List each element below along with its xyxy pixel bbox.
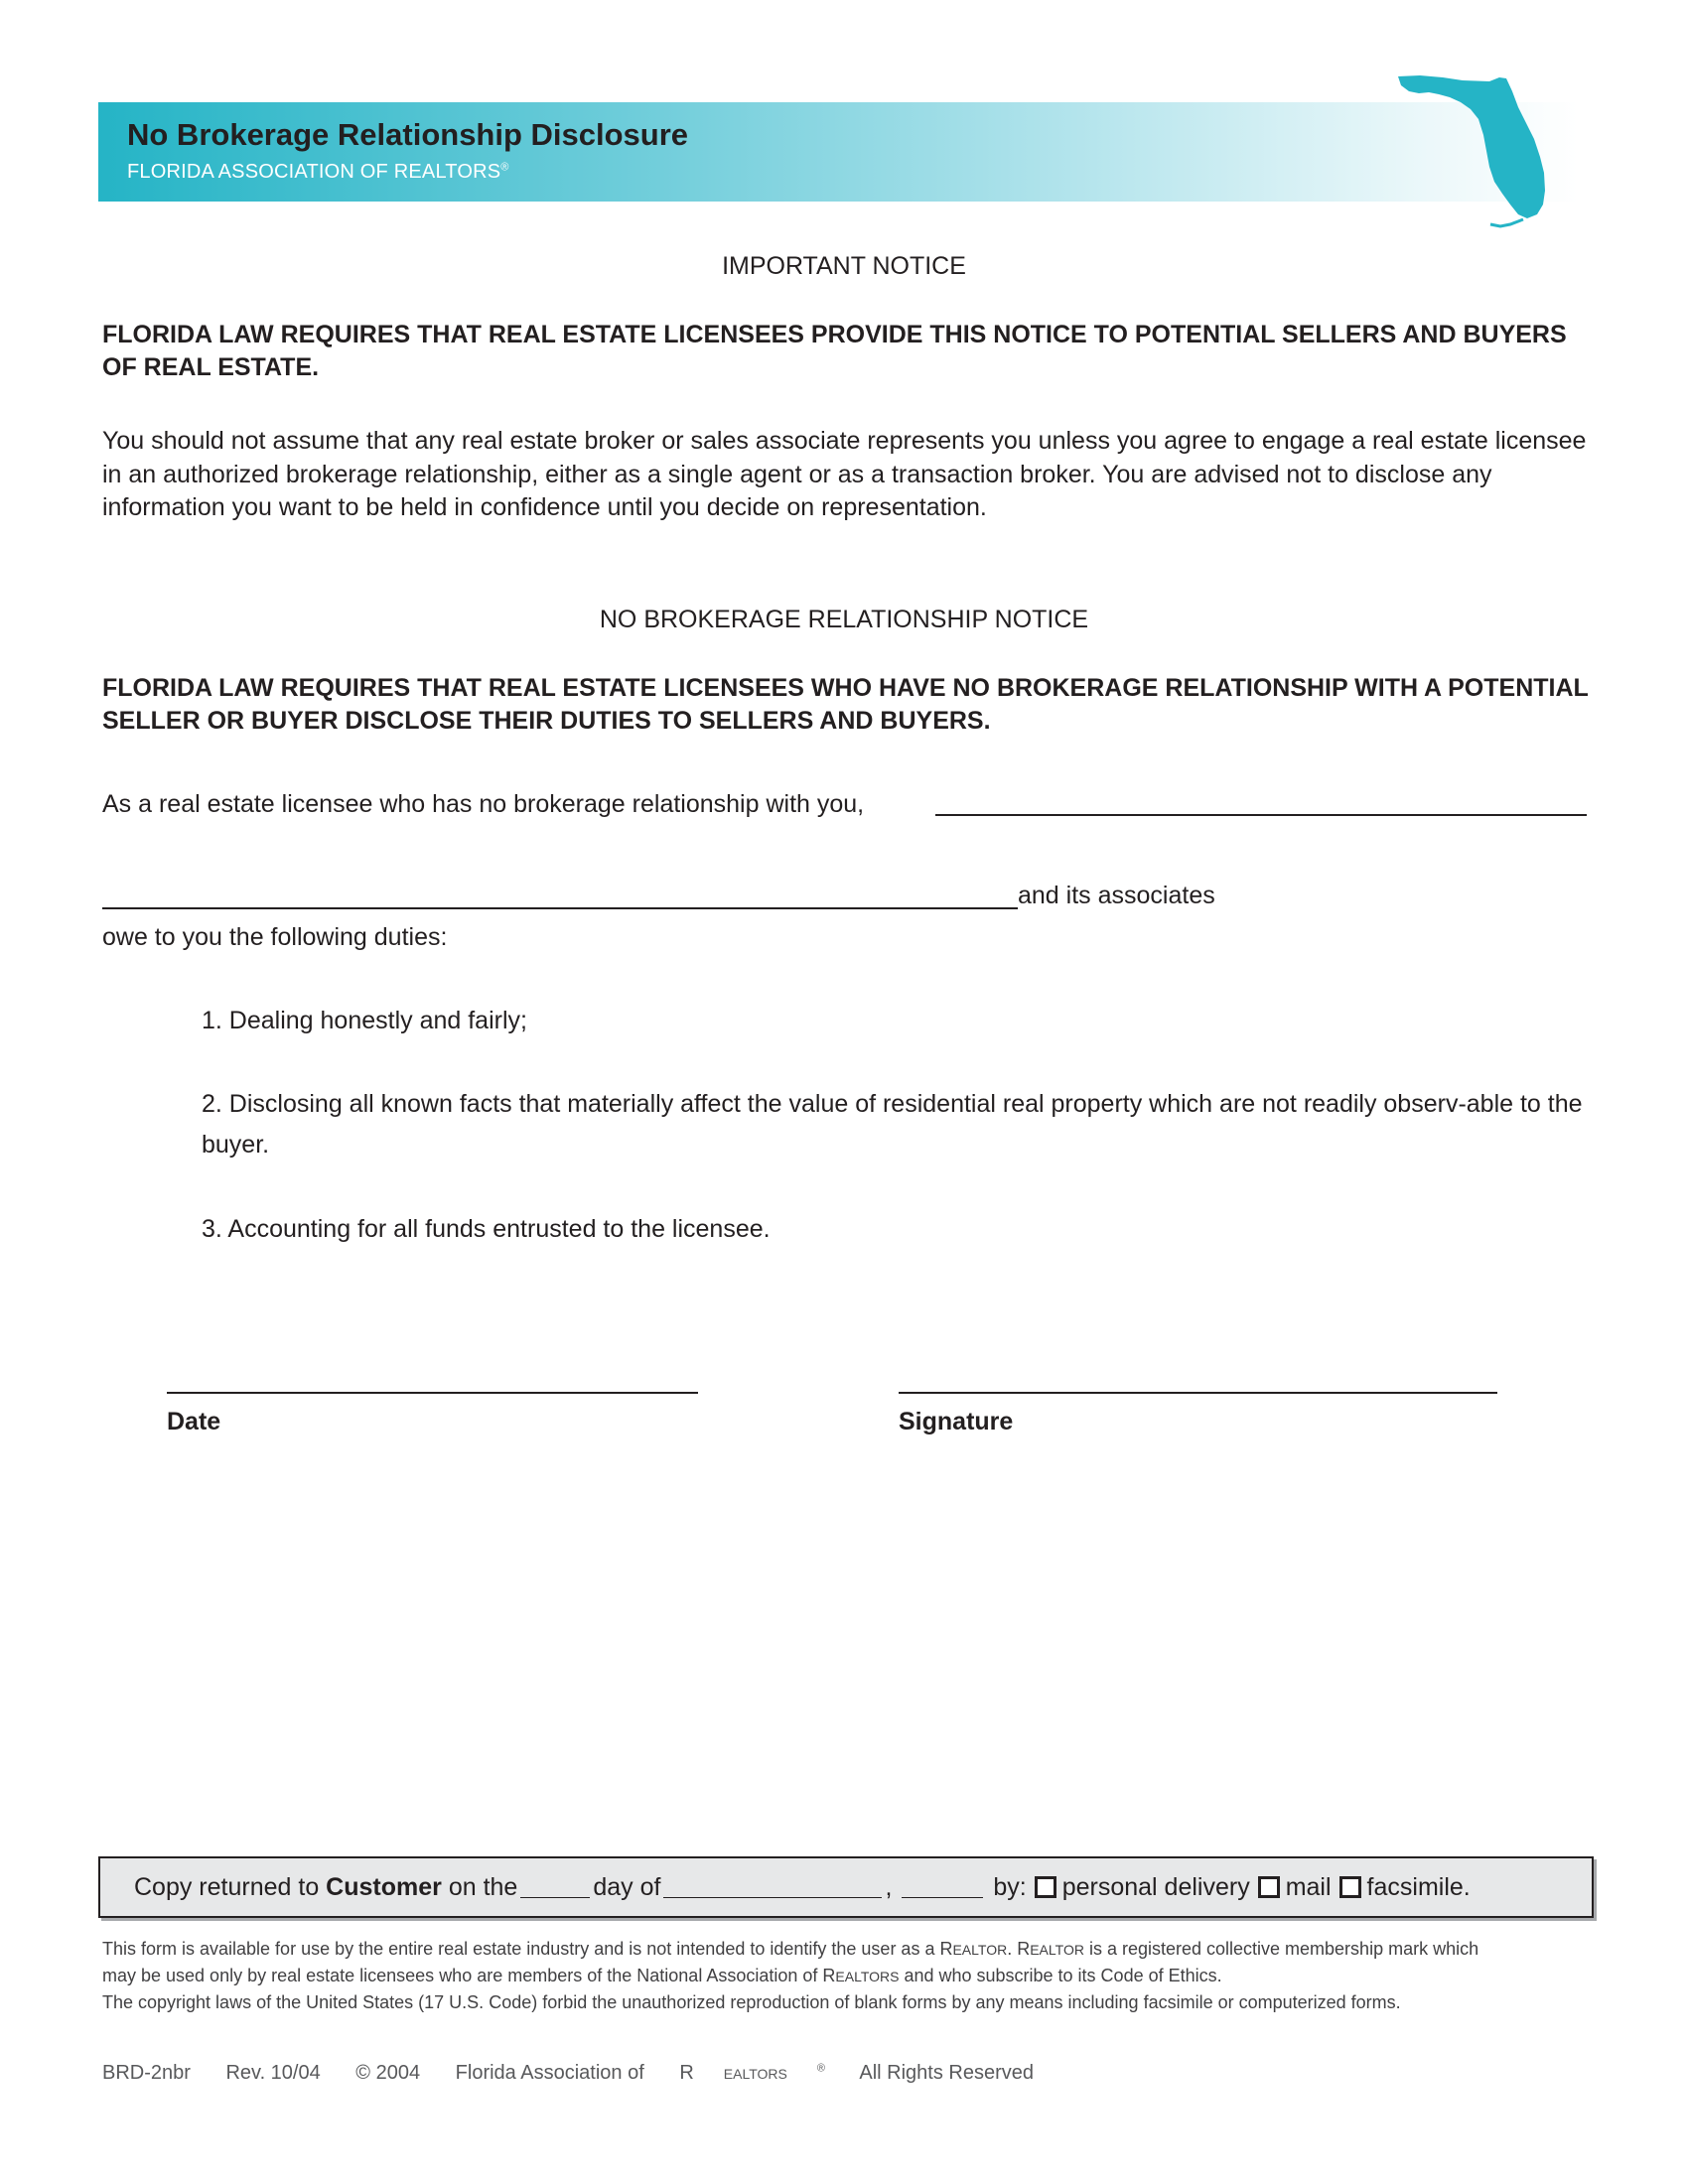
personal-delivery-checkbox[interactable] [1035, 1876, 1056, 1898]
copy-returned-row: Copy returned to Customer on the day of , by: personal delivery mail facsimile. [134, 1872, 1471, 1901]
signature-field[interactable] [899, 1392, 1497, 1394]
form-title: No Brokerage Relationship Disclosure [127, 117, 689, 152]
mail-checkbox[interactable] [1258, 1876, 1280, 1898]
date-label: Date [167, 1408, 221, 1435]
florida-map-icon [1395, 69, 1569, 238]
date-field[interactable] [167, 1392, 698, 1394]
duty-item: 2. Disclosing all known facts that materially affect the value of residential real property which are not readily observ-able to the buyer. [202, 1090, 1583, 1159]
footer-organization: Florida Association of R EALTORS ® [455, 2062, 825, 2084]
revision: Rev. 10/04 [225, 2062, 321, 2084]
facsimile-checkbox[interactable] [1339, 1876, 1361, 1898]
fine-print-line: may be used only by real estate licensees who are members of the National Association of REALTORS and who subscribe to its Code of Ethics. [102, 1966, 1222, 1985]
customer-label: Customer [326, 1872, 442, 1901]
associates-text: and its associates [1018, 882, 1215, 909]
important-notice-heading: IMPORTANT NOTICE [722, 252, 966, 280]
month-field[interactable] [663, 1877, 882, 1898]
form-id: BRD-2nbr [102, 2062, 191, 2084]
year-field[interactable] [902, 1877, 983, 1898]
day-field[interactable] [520, 1877, 590, 1898]
licensee-intro-text: As a real estate licensee who has no brokerage relationship with you, [102, 790, 865, 818]
no-brokerage-heading: NO BROKERAGE RELATIONSHIP NOTICE [599, 606, 1089, 633]
duty-item: 1. Dealing honestly and fairly; [202, 1007, 527, 1034]
signature-label: Signature [899, 1408, 1014, 1435]
fine-print [102, 1936, 1612, 2015]
representation-paragraph: You should not assume that any real estate broker or sales associate represents you unless you agree to engage a real estate licensee in an authorized brokerage relationship, either as a single agent or as a transaction broker. You are advised not to disclose any information you want to be held in confidence until you decide on representation. [102, 427, 1587, 521]
rights-reserved: All Rights Reserved [859, 2062, 1035, 2084]
law-statement-notice: FLORIDA LAW REQUIRES THAT REAL ESTATE LICENSEES PROVIDE THIS NOTICE TO POTENTIAL SELLERS AND BUYERS OF REAL ESTATE. [102, 321, 1567, 381]
licensee-name-field[interactable] [935, 814, 1587, 816]
fine-print-line: The copyright laws of the United States (17 U.S. Code) forbid the unauthorized reproduction of blank forms by any means including facsimile or computerized forms. [102, 1992, 1401, 2012]
owe-duties-text: owe to you the following duties: [102, 923, 448, 951]
brokerage-name-field[interactable] [102, 907, 1018, 909]
copy-returned-box [98, 1856, 1594, 1918]
law-statement-duties: FLORIDA LAW REQUIRES THAT REAL ESTATE LICENSEES WHO HAVE NO BROKERAGE RELATIONSHIP WITH A POTENTIAL SELLER OR BUYER DISCLOSE THEIR DUTIES TO SELLERS AND BUYERS. [102, 674, 1589, 735]
organization-name: FLORIDA ASSOCIATION OF REALTORS® [127, 161, 509, 183]
copyright: © 2004 [355, 2062, 421, 2084]
fine-print-line: This form is available for use by the entire real estate industry and is not intended to identify the user as a REALTOR. REALTOR is a registered collective membership mark which [102, 1939, 1479, 1959]
duty-item: 3. Accounting for all funds entrusted to the licensee. [202, 1215, 771, 1243]
form-footer [102, 2062, 1063, 2085]
